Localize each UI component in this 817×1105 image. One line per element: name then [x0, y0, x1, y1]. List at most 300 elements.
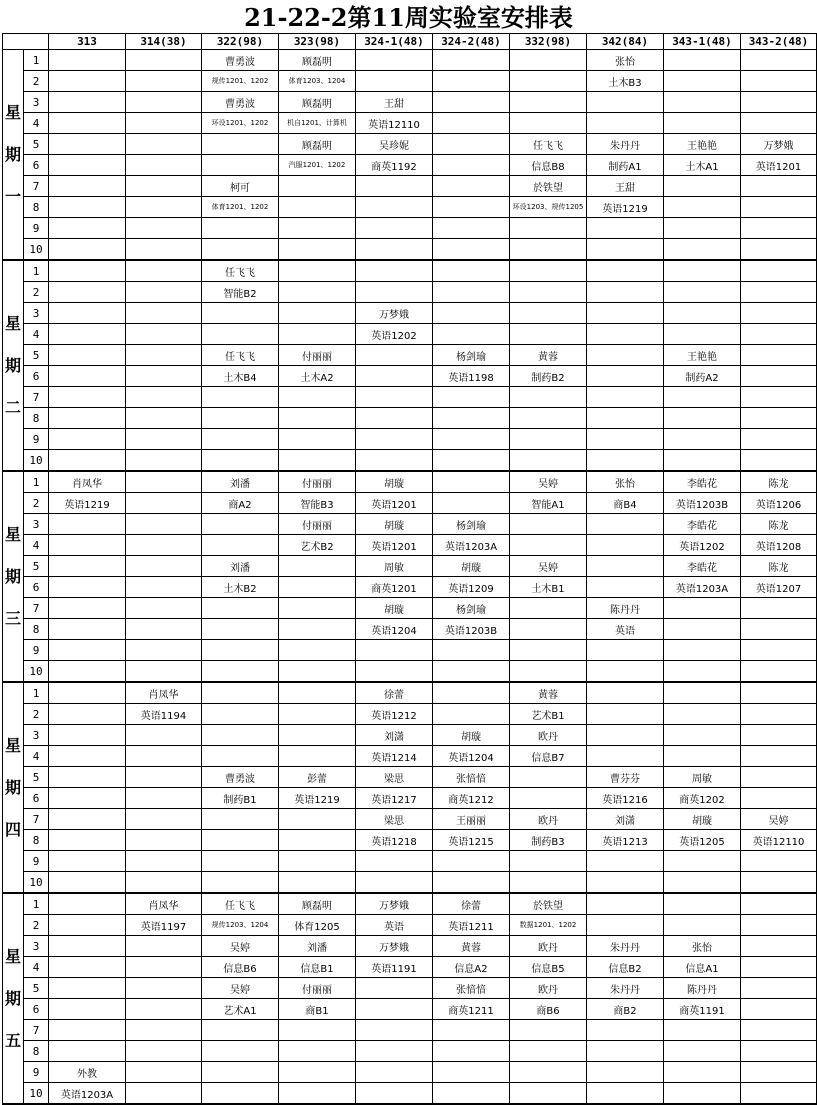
schedule-cell [433, 282, 510, 303]
schedule-cell [279, 809, 356, 830]
schedule-row [3, 957, 817, 978]
schedule-cell [126, 197, 202, 218]
schedule-cell [356, 50, 433, 71]
schedule-cell [279, 556, 356, 577]
schedule-cell [126, 830, 202, 851]
schedule-cell: 英语1218 [356, 830, 433, 851]
schedule-cell [356, 999, 433, 1020]
schedule-cell: 周敏 [664, 767, 741, 788]
schedule-cell: 顾磊明 [279, 50, 356, 71]
schedule-cell: 英语1219 [279, 788, 356, 809]
schedule-cell [126, 366, 202, 387]
schedule-cell [664, 725, 741, 746]
schedule-cell [587, 577, 664, 598]
schedule-cell: 商英1201 [356, 577, 433, 598]
schedule-cell: 英语12110 [741, 830, 817, 851]
schedule-cell [510, 303, 587, 324]
schedule-row [3, 303, 817, 324]
schedule-row [3, 387, 817, 408]
schedule-cell [279, 619, 356, 640]
period-number: 7 [24, 1020, 49, 1041]
period-number: 1 [24, 50, 49, 71]
schedule-cell [587, 260, 664, 282]
schedule-row [3, 1062, 817, 1083]
schedule-cell [202, 725, 279, 746]
schedule-cell: 英语1213 [587, 830, 664, 851]
schedule-cell [279, 197, 356, 218]
schedule-cell [741, 661, 817, 683]
period-number: 9 [24, 218, 49, 239]
schedule-row [3, 134, 817, 155]
schedule-cell [49, 218, 126, 239]
period-number: 6 [24, 577, 49, 598]
schedule-cell [49, 809, 126, 830]
schedule-cell: 制药A2 [664, 366, 741, 387]
schedule-cell [126, 746, 202, 767]
schedule-cell: 欧丹 [510, 725, 587, 746]
schedule-cell [49, 176, 126, 197]
schedule-cell [587, 282, 664, 303]
schedule-cell: 外教 [49, 1062, 126, 1083]
schedule-cell [510, 788, 587, 809]
schedule-cell: 英语1202 [664, 535, 741, 556]
schedule-cell: 万梦娥 [356, 893, 433, 915]
schedule-cell: 於铁望 [510, 893, 587, 915]
schedule-cell [741, 978, 817, 999]
period-number: 7 [24, 176, 49, 197]
schedule-cell [433, 71, 510, 92]
schedule-row [3, 767, 817, 788]
schedule-cell [49, 366, 126, 387]
schedule-cell [510, 282, 587, 303]
schedule-cell [741, 999, 817, 1020]
schedule-cell: 吴婷 [202, 978, 279, 999]
schedule-cell [126, 978, 202, 999]
schedule-row [3, 682, 817, 704]
schedule-row [3, 50, 817, 71]
schedule-row [3, 556, 817, 577]
schedule-cell [587, 535, 664, 556]
schedule-cell [433, 450, 510, 472]
schedule-cell [49, 113, 126, 134]
schedule-cell [279, 1020, 356, 1041]
period-number: 3 [24, 514, 49, 535]
schedule-cell: 顾磊明 [279, 134, 356, 155]
schedule-cell: 刘潇 [587, 809, 664, 830]
schedule-cell [433, 682, 510, 704]
period-number: 1 [24, 471, 49, 493]
schedule-cell [279, 830, 356, 851]
schedule-cell: 英语1201 [356, 493, 433, 514]
schedule-cell: 刘潘 [202, 471, 279, 493]
schedule-cell [741, 197, 817, 218]
room-header-row [3, 34, 817, 50]
schedule-cell [433, 155, 510, 176]
schedule-cell: 信息B1 [279, 957, 356, 978]
period-number: 2 [24, 282, 49, 303]
schedule-cell [356, 429, 433, 450]
period-number: 9 [24, 429, 49, 450]
schedule-cell [356, 345, 433, 366]
schedule-row [3, 978, 817, 999]
schedule-cell [49, 746, 126, 767]
schedule-cell [279, 746, 356, 767]
schedule-cell: 李皓花 [664, 514, 741, 535]
schedule-cell [202, 746, 279, 767]
schedule-cell [587, 893, 664, 915]
schedule-cell: 英语1214 [356, 746, 433, 767]
schedule-cell [587, 725, 664, 746]
schedule-cell: 英语1212 [356, 704, 433, 725]
schedule-cell [279, 324, 356, 345]
schedule-cell: 商B1 [279, 999, 356, 1020]
schedule-cell [587, 704, 664, 725]
schedule-cell [49, 155, 126, 176]
schedule-cell [202, 704, 279, 725]
schedule-cell [202, 830, 279, 851]
schedule-cell [664, 50, 741, 71]
schedule-cell [279, 408, 356, 429]
schedule-cell [510, 598, 587, 619]
schedule-cell [49, 387, 126, 408]
schedule-cell [126, 767, 202, 788]
schedule-cell [664, 303, 741, 324]
schedule-cell [126, 218, 202, 239]
schedule-row [3, 155, 817, 176]
schedule-cell: 徐蕾 [433, 893, 510, 915]
schedule-cell [433, 134, 510, 155]
period-number: 9 [24, 851, 49, 872]
schedule-cell [356, 851, 433, 872]
schedule-cell [741, 282, 817, 303]
schedule-cell [49, 682, 126, 704]
room-header: 332(98) [510, 34, 587, 50]
schedule-cell [741, 598, 817, 619]
period-number: 1 [24, 893, 49, 915]
schedule-cell [202, 872, 279, 894]
schedule-cell: 规传1201、1202 [202, 71, 279, 92]
schedule-cell [664, 746, 741, 767]
schedule-row [3, 176, 817, 197]
schedule-cell [510, 324, 587, 345]
schedule-cell: 万梦娥 [741, 134, 817, 155]
period-number: 8 [24, 197, 49, 218]
schedule-row [3, 535, 817, 556]
schedule-cell [587, 429, 664, 450]
schedule-cell [433, 408, 510, 429]
schedule-cell [664, 915, 741, 936]
schedule-cell [664, 197, 741, 218]
schedule-cell [126, 788, 202, 809]
schedule-cell [49, 50, 126, 71]
schedule-cell [587, 1062, 664, 1083]
schedule-cell: 胡璇 [356, 514, 433, 535]
schedule-cell [433, 239, 510, 261]
schedule-cell: 黄蓉 [433, 936, 510, 957]
period-number: 5 [24, 556, 49, 577]
schedule-cell: 英语1207 [741, 577, 817, 598]
schedule-cell [202, 450, 279, 472]
schedule-cell [587, 682, 664, 704]
schedule-row [3, 809, 817, 830]
schedule-cell [510, 113, 587, 134]
schedule-cell [741, 704, 817, 725]
schedule-cell [664, 682, 741, 704]
schedule-cell [664, 619, 741, 640]
schedule-cell [202, 408, 279, 429]
schedule-cell: 商英1202 [664, 788, 741, 809]
schedule-cell [126, 661, 202, 683]
schedule-row [3, 598, 817, 619]
schedule-cell [356, 218, 433, 239]
schedule-cell [587, 345, 664, 366]
schedule-cell: 任飞飞 [202, 260, 279, 282]
schedule-row [3, 218, 817, 239]
schedule-cell [279, 640, 356, 661]
schedule-cell [741, 450, 817, 472]
period-number: 4 [24, 324, 49, 345]
period-number: 4 [24, 957, 49, 978]
schedule-cell [664, 1062, 741, 1083]
schedule-cell [49, 282, 126, 303]
schedule-cell: 汽服1201、1202 [279, 155, 356, 176]
schedule-cell: 付丽丽 [279, 514, 356, 535]
schedule-row [3, 408, 817, 429]
period-number: 2 [24, 493, 49, 514]
schedule-cell [356, 282, 433, 303]
schedule-cell [279, 303, 356, 324]
schedule-row [3, 851, 817, 872]
schedule-cell: 智能B2 [202, 282, 279, 303]
schedule-cell [356, 1020, 433, 1041]
schedule-row [3, 1020, 817, 1041]
schedule-cell [664, 71, 741, 92]
schedule-cell: 艺术A1 [202, 999, 279, 1020]
schedule-cell [202, 619, 279, 640]
schedule-cell [126, 957, 202, 978]
schedule-cell [664, 1041, 741, 1062]
schedule-cell [433, 113, 510, 134]
schedule-cell: 任飞飞 [202, 345, 279, 366]
schedule-cell [741, 92, 817, 113]
schedule-cell: 周敏 [356, 556, 433, 577]
period-number: 7 [24, 598, 49, 619]
schedule-row [3, 197, 817, 218]
schedule-cell: 刘潘 [279, 936, 356, 957]
schedule-cell [49, 260, 126, 282]
schedule-cell: 英语1203B [433, 619, 510, 640]
period-number: 3 [24, 725, 49, 746]
schedule-cell: 规传1203、1204 [202, 915, 279, 936]
period-number: 4 [24, 113, 49, 134]
schedule-cell [279, 598, 356, 619]
schedule-cell [279, 1062, 356, 1083]
schedule-cell: 英语1205 [664, 830, 741, 851]
schedule-cell [741, 851, 817, 872]
schedule-cell [664, 872, 741, 894]
schedule-cell [126, 872, 202, 894]
schedule-cell: 吴婷 [202, 936, 279, 957]
schedule-cell: 英语1202 [356, 324, 433, 345]
schedule-cell [49, 1041, 126, 1062]
schedule-cell: 英语1208 [741, 535, 817, 556]
schedule-row [3, 282, 817, 303]
schedule-cell [49, 830, 126, 851]
schedule-cell: 英语1204 [356, 619, 433, 640]
schedule-cell: 机自1201、计算机 [279, 113, 356, 134]
schedule-cell [664, 218, 741, 239]
room-header: 324-2(48) [433, 34, 510, 50]
period-number: 1 [24, 260, 49, 282]
schedule-cell [126, 851, 202, 872]
schedule-cell [126, 598, 202, 619]
schedule-cell [587, 450, 664, 472]
schedule-cell: 刘潘 [202, 556, 279, 577]
schedule-cell [664, 893, 741, 915]
schedule-cell [126, 725, 202, 746]
schedule-cell [202, 239, 279, 261]
schedule-cell [433, 704, 510, 725]
schedule-cell [433, 303, 510, 324]
schedule-cell: 陈龙 [741, 471, 817, 493]
schedule-cell: 黄蓉 [510, 682, 587, 704]
schedule-cell: 数据1201、1202 [510, 915, 587, 936]
schedule-cell [126, 134, 202, 155]
schedule-row [3, 239, 817, 261]
schedule-cell: 环设1201、1202 [202, 113, 279, 134]
schedule-cell [126, 1062, 202, 1083]
schedule-cell [279, 577, 356, 598]
schedule-cell: 商B6 [510, 999, 587, 1020]
schedule-cell [741, 1062, 817, 1083]
schedule-cell: 智能B3 [279, 493, 356, 514]
schedule-cell: 欧丹 [510, 809, 587, 830]
schedule-cell [126, 50, 202, 71]
schedule-cell [433, 429, 510, 450]
schedule-cell [664, 1020, 741, 1041]
period-number: 9 [24, 640, 49, 661]
period-number: 6 [24, 788, 49, 809]
schedule-cell [510, 767, 587, 788]
schedule-cell: 英语1203B [664, 493, 741, 514]
schedule-cell [664, 176, 741, 197]
schedule-cell: 信息B6 [202, 957, 279, 978]
schedule-cell [356, 239, 433, 261]
schedule-cell: 欧丹 [510, 978, 587, 999]
schedule-cell [279, 429, 356, 450]
schedule-row [3, 260, 817, 282]
schedule-cell: 王艳艳 [664, 134, 741, 155]
schedule-cell: 欧丹 [510, 936, 587, 957]
schedule-cell: 商英1211 [433, 999, 510, 1020]
schedule-cell [202, 218, 279, 239]
schedule-row [3, 471, 817, 493]
schedule-cell [279, 282, 356, 303]
schedule-cell [126, 535, 202, 556]
day-label: 星期三 [3, 471, 24, 682]
schedule-cell [126, 239, 202, 261]
day-label: 星期四 [3, 682, 24, 893]
schedule-cell [510, 92, 587, 113]
schedule-row [3, 661, 817, 683]
period-number: 10 [24, 450, 49, 472]
schedule-cell [49, 788, 126, 809]
schedule-cell [741, 113, 817, 134]
schedule-cell [741, 682, 817, 704]
schedule-cell [587, 239, 664, 261]
schedule-row [3, 999, 817, 1020]
schedule-cell [741, 239, 817, 261]
schedule-cell [433, 218, 510, 239]
schedule-cell [126, 1041, 202, 1062]
schedule-cell: 付丽丽 [279, 345, 356, 366]
schedule-cell [664, 113, 741, 134]
schedule-cell [49, 324, 126, 345]
schedule-cell [433, 471, 510, 493]
schedule-cell: 任飞飞 [202, 893, 279, 915]
day-label: 星期五 [3, 893, 24, 1104]
schedule-cell: 英语1215 [433, 830, 510, 851]
schedule-cell [202, 535, 279, 556]
schedule-cell [741, 408, 817, 429]
schedule-cell [49, 197, 126, 218]
schedule-cell [664, 260, 741, 282]
period-number: 4 [24, 535, 49, 556]
schedule-cell [741, 936, 817, 957]
period-number: 6 [24, 999, 49, 1020]
schedule-cell: 商英1192 [356, 155, 433, 176]
schedule-cell [126, 282, 202, 303]
schedule-cell: 曹勇波 [202, 92, 279, 113]
schedule-cell: 李皓花 [664, 556, 741, 577]
period-number: 1 [24, 682, 49, 704]
schedule-cell [356, 1062, 433, 1083]
schedule-cell [356, 176, 433, 197]
schedule-row [3, 872, 817, 894]
period-number: 8 [24, 1041, 49, 1062]
schedule-cell [126, 113, 202, 134]
schedule-cell [587, 408, 664, 429]
schedule-cell: 陈丹丹 [664, 978, 741, 999]
schedule-cell [126, 999, 202, 1020]
schedule-cell: 信息A2 [433, 957, 510, 978]
schedule-cell: 商B2 [587, 999, 664, 1020]
schedule-cell: 万梦娥 [356, 936, 433, 957]
schedule-cell [126, 936, 202, 957]
schedule-cell [356, 387, 433, 408]
schedule-cell [49, 408, 126, 429]
schedule-cell: 土木B2 [202, 577, 279, 598]
period-number: 5 [24, 345, 49, 366]
schedule-cell [49, 303, 126, 324]
schedule-cell: 顾磊明 [279, 92, 356, 113]
schedule-cell [49, 429, 126, 450]
schedule-cell: 土木B4 [202, 366, 279, 387]
schedule-row [3, 640, 817, 661]
schedule-cell [126, 809, 202, 830]
schedule-row [3, 577, 817, 598]
schedule-cell [587, 640, 664, 661]
schedule-cell [49, 619, 126, 640]
schedule-cell: 英语1203A [664, 577, 741, 598]
schedule-cell [510, 535, 587, 556]
schedule-cell [433, 661, 510, 683]
schedule-cell [202, 661, 279, 683]
schedule-row [3, 493, 817, 514]
schedule-cell [587, 324, 664, 345]
schedule-cell: 陈丹丹 [587, 598, 664, 619]
schedule-cell: 万梦娥 [356, 303, 433, 324]
